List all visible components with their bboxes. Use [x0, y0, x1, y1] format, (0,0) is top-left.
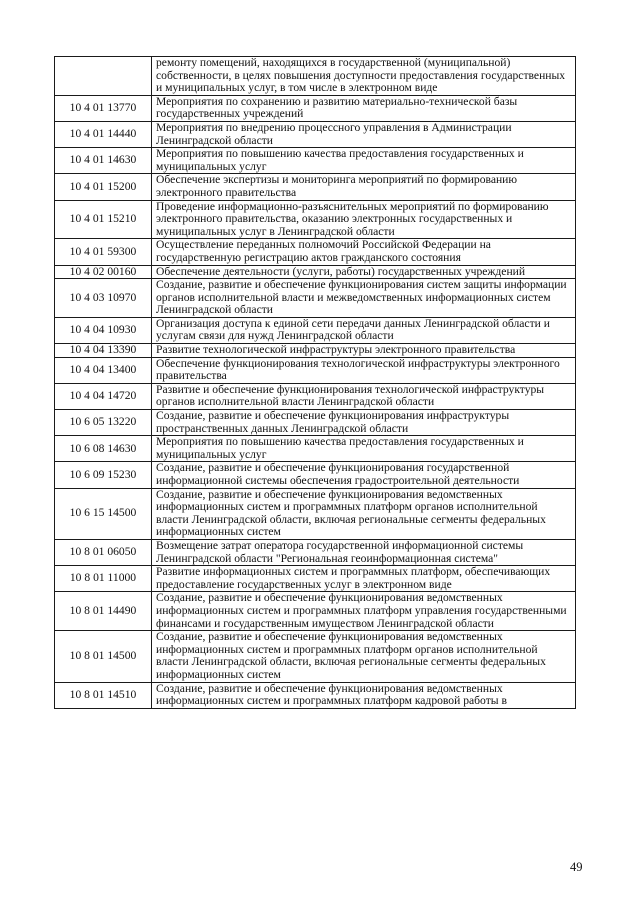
code-cell: 10 4 03 10970: [55, 279, 152, 318]
table-row: [55, 357, 576, 383]
table-row: [55, 57, 576, 96]
code-cell: 10 6 15 14500: [55, 488, 152, 539]
code-cell: 10 4 04 13400: [55, 357, 152, 383]
table-row: [55, 488, 576, 539]
code-cell: 10 6 05 13220: [55, 410, 152, 436]
code-cell: 10 4 04 14720: [55, 383, 152, 409]
description-cell: Проведение информационно-разъяснительных мероприятий по формированию электронного правительства, оказанию электронных государственных и муниципальных услуг в Ленинградской области: [152, 200, 576, 239]
table-row: [55, 631, 576, 682]
code-cell: 10 8 01 14510: [55, 682, 152, 708]
table-row: [55, 279, 576, 318]
description-cell: Возмещение затрат оператора государственной информационной системы Ленинградской области "Региональная геоинформационная система": [152, 539, 576, 565]
description-cell: Обеспечение деятельности (услуги, работы) государственных учреждений: [152, 265, 576, 279]
table-row: [55, 539, 576, 565]
description-cell: Развитие информационных систем и программных платформ, обеспечивающих предоставление государственных услуг в электронном виде: [152, 566, 576, 592]
description-cell: Мероприятия по повышению качества предоставления государственных и муниципальных услуг: [152, 148, 576, 174]
budget-classification-table: [54, 56, 576, 709]
description-cell: Обеспечение экспертизы и мониторинга мероприятий по формированию электронного правительства: [152, 174, 576, 200]
table-row: [55, 317, 576, 343]
table-row: [55, 148, 576, 174]
table-row: [55, 592, 576, 631]
table-row: [55, 383, 576, 409]
table-row: [55, 174, 576, 200]
description-cell: Мероприятия по повышению качества предоставления государственных и муниципальных услуг: [152, 436, 576, 462]
description-cell: Создание, развитие и обеспечение функционирования государственной информационной системы обеспечения градостроительной деятельности: [152, 462, 576, 488]
code-cell: 10 8 01 14500: [55, 631, 152, 682]
code-cell: [55, 57, 152, 96]
code-cell: 10 4 01 14630: [55, 148, 152, 174]
code-cell: 10 4 01 15210: [55, 200, 152, 239]
description-cell: Мероприятия по сохранению и развитию материально-технической базы государственных учреждений: [152, 95, 576, 121]
description-cell: Мероприятия по внедрению процессного управления в Администрации Ленинградской области: [152, 121, 576, 147]
code-cell: 10 4 01 13770: [55, 95, 152, 121]
description-cell: Организация доступа к единой сети передачи данных Ленинградской области и услугам связи для нужд Ленинградской области: [152, 317, 576, 343]
code-cell: 10 4 04 10930: [55, 317, 152, 343]
code-cell: 10 6 08 14630: [55, 436, 152, 462]
page-number: 49: [570, 860, 583, 874]
code-cell: 10 8 01 11000: [55, 566, 152, 592]
description-cell: Создание, развитие и обеспечение функционирования систем защиты информации органов исполнительной власти и межведомственных информационных систем Ленинградской области: [152, 279, 576, 318]
code-cell: 10 6 09 15230: [55, 462, 152, 488]
table-row: [55, 344, 576, 358]
code-cell: 10 4 01 59300: [55, 239, 152, 265]
description-cell: Создание, развитие и обеспечение функционирования ведомственных информационных систем и программных платформ кадровой работы в: [152, 682, 576, 708]
table-row: [55, 682, 576, 708]
description-cell: Осуществление переданных полномочий Российской Федерации на государственную регистрацию актов гражданского состояния: [152, 239, 576, 265]
code-cell: 10 4 01 15200: [55, 174, 152, 200]
code-cell: 10 4 04 13390: [55, 344, 152, 358]
table-row: [55, 239, 576, 265]
description-cell: Развитие и обеспечение функционирования технологической инфраструктуры органов исполнительной власти Ленинградской области: [152, 383, 576, 409]
code-cell: 10 4 02 00160: [55, 265, 152, 279]
description-cell: Создание, развитие и обеспечение функционирования ведомственных информационных систем и программных платформ органов исполнительной власти Ленинградской области, включая региональные сегменты федеральных информационных систем: [152, 631, 576, 682]
description-cell: Создание, развитие и обеспечение функционирования ведомственных информационных систем и программных платформ управления государственными финансами и государственным имуществом Ленинградской области: [152, 592, 576, 631]
table-row: [55, 462, 576, 488]
description-cell: Развитие технологической инфраструктуры электронного правительства: [152, 344, 576, 358]
table-row: [55, 265, 576, 279]
code-cell: 10 8 01 06050: [55, 539, 152, 565]
table-row: [55, 200, 576, 239]
table-row: [55, 410, 576, 436]
table-row: [55, 566, 576, 592]
table-row: [55, 95, 576, 121]
description-cell: Создание, развитие и обеспечение функционирования инфраструктуры пространственных данных Ленинградской области: [152, 410, 576, 436]
description-cell: ремонту помещений, находящихся в государственной (муниципальной) собственности, в целях повышения доступности предоставления государственных и муниципальных услуг, в том числе в электронном виде: [152, 57, 576, 96]
code-cell: 10 8 01 14490: [55, 592, 152, 631]
table-row: [55, 436, 576, 462]
code-cell: 10 4 01 14440: [55, 121, 152, 147]
description-cell: Обеспечение функционирования технологической инфраструктуры электронного правительства: [152, 357, 576, 383]
table-row: [55, 121, 576, 147]
description-cell: Создание, развитие и обеспечение функционирования ведомственных информационных систем и программных платформ органов исполнительной власти Ленинградской области, включая региональные сегменты федеральных информационных систем: [152, 488, 576, 539]
